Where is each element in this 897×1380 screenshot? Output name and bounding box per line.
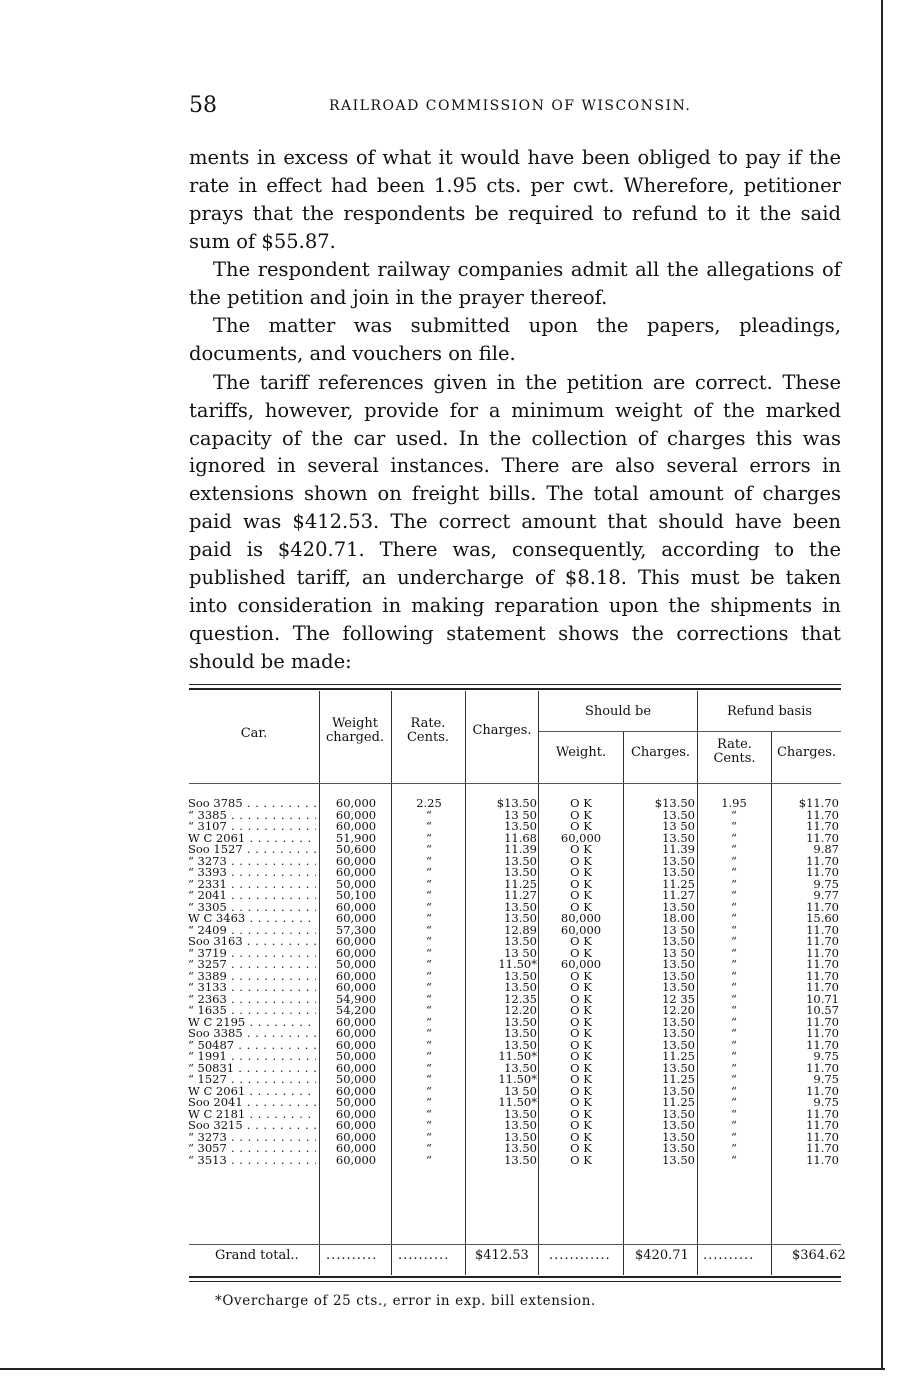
cell-rate: “ — [426, 819, 432, 833]
cell-should-weight: O K — [570, 807, 592, 822]
cell-refund-charges: 11.70 — [806, 945, 839, 960]
cell-charges: 13.50 — [504, 1152, 537, 1167]
cell-should-weight: O K — [570, 934, 592, 948]
cell-weight-charged: 50,000 — [335, 1072, 377, 1086]
running-head: RAILROAD COMMISSION OF WISCONSIN. — [329, 98, 692, 114]
cell-should-charges: 13.50 — [662, 830, 695, 845]
cell-charges: 13.50 — [504, 980, 537, 994]
cell-should-weight: O K — [570, 819, 592, 833]
cell-charges: 11.25 — [504, 876, 537, 891]
cell-should-weight: O K — [570, 888, 592, 902]
cell-car: “ 2363 . . . — [188, 994, 316, 1006]
cell-should-weight: O K — [570, 980, 592, 994]
cell-refund-charges: $11.70 — [798, 796, 839, 810]
cell-refund-rate: “ — [731, 888, 737, 902]
cell-rate: “ — [426, 1049, 432, 1063]
cell-car: “ 2331 . . . — [188, 879, 316, 891]
totals-charges: $412.53 — [475, 1248, 529, 1263]
cell-weight-charged: 50,600 — [335, 842, 377, 856]
cell-should-charges: 11.27 — [662, 888, 695, 902]
cell-weight-charged: 60,000 — [335, 934, 377, 948]
cell-refund-rate: “ — [731, 1129, 737, 1144]
cell-refund-charges: 11.70 — [806, 934, 839, 948]
cell-refund-rate: 1.95 — [721, 796, 747, 810]
cell-charges: 13.50 — [504, 1014, 537, 1029]
cell-should-charges: 11.25 — [662, 1095, 695, 1109]
header-should-weight: Weight. — [555, 745, 607, 760]
cell-weight-charged: 60,000 — [335, 1083, 377, 1098]
cell-rate: “ — [426, 842, 432, 856]
cell-refund-rate: “ — [731, 1060, 737, 1075]
header-should-charges: Charges. — [630, 745, 691, 760]
cell-car: “ 50487 . . . — [188, 1040, 316, 1052]
cell-car: W C 3463 . . . — [188, 913, 316, 925]
cell-should-charges: 13.50 — [662, 1037, 695, 1052]
cell-should-charges: 13.50 — [662, 807, 695, 822]
cell-charges: 12.89 — [504, 922, 537, 937]
cell-weight-charged: 60,000 — [335, 1026, 377, 1040]
cell-car: W C 2181 . . . — [188, 1109, 316, 1121]
page-header — [189, 93, 841, 121]
cell-charges: 13.50 — [504, 865, 537, 879]
cell-refund-charges: 9.75 — [813, 1072, 839, 1086]
cell-refund-rate: “ — [731, 1049, 737, 1063]
cell-should-weight: O K — [570, 1118, 592, 1132]
header-refund-charges: Charges. — [776, 745, 837, 760]
cell-car: “ 1635 . . . — [188, 1005, 316, 1017]
cell-weight-charged: 50,100 — [335, 888, 377, 902]
cell-car: “ 1527 . . . — [188, 1074, 316, 1086]
cell-weight-charged: 50,000 — [335, 876, 377, 891]
cell-rate: “ — [426, 991, 432, 1006]
cell-rate: “ — [426, 922, 432, 937]
cell-refund-rate: “ — [731, 1037, 737, 1052]
cell-charges: 12.35 — [504, 991, 537, 1006]
cell-rate: “ — [426, 888, 432, 902]
cell-rate: “ — [426, 968, 432, 983]
cell-should-weight: O K — [570, 796, 592, 810]
cell-charges: 13.50 — [504, 1129, 537, 1144]
cell-charges: $13.50 — [496, 796, 537, 810]
cell-refund-rate: “ — [731, 830, 737, 845]
header-should-be: Should be — [584, 704, 652, 719]
cell-charges: 13.50 — [504, 1026, 537, 1040]
table-top-rule — [189, 684, 841, 685]
cell-rate: “ — [426, 1106, 432, 1121]
cell-rate: “ — [426, 1060, 432, 1075]
header-charges: Charges. — [472, 723, 532, 738]
cell-should-charges: 11.25 — [662, 1072, 695, 1086]
refund-table — [188, 691, 846, 1275]
cell-should-charges: 11.39 — [662, 842, 695, 856]
cell-car: “ 3393 . . . — [188, 867, 316, 879]
cell-car: “ 3257 . . . — [188, 959, 316, 971]
cell-refund-rate: “ — [731, 934, 737, 948]
cell-refund-charges: 11.70 — [806, 1129, 839, 1144]
cell-weight-charged: 60,000 — [335, 865, 377, 879]
cell-charges: 13 50 — [504, 1083, 537, 1098]
cell-rate: “ — [426, 807, 432, 822]
cell-refund-charges: 11.70 — [806, 1026, 839, 1040]
cell-rate: “ — [426, 1129, 432, 1144]
cell-weight-charged: 60,000 — [335, 853, 377, 868]
cell-refund-charges: 11.70 — [806, 807, 839, 822]
cell-weight-charged: 60,000 — [335, 796, 377, 810]
cell-charges: 13.50 — [504, 853, 537, 868]
cell-refund-rate: “ — [731, 957, 737, 971]
cell-rate: “ — [426, 1003, 432, 1017]
cell-refund-rate: “ — [731, 1083, 737, 1098]
cell-rate: “ — [426, 911, 432, 925]
cell-should-weight: O K — [570, 1141, 592, 1155]
cell-rate: “ — [426, 1095, 432, 1109]
cell-should-weight: O K — [570, 899, 592, 914]
cell-refund-rate: “ — [731, 853, 737, 868]
cell-should-weight: O K — [570, 945, 592, 960]
cell-refund-rate: “ — [731, 1014, 737, 1029]
cell-should-charges: 13.50 — [662, 1129, 695, 1144]
cell-refund-charges: 9.75 — [813, 1095, 839, 1109]
cell-car: “ 3133 . . . — [188, 982, 316, 994]
cell-rate: “ — [426, 1083, 432, 1098]
cell-weight-charged: 60,000 — [335, 899, 377, 914]
cell-rate: “ — [426, 865, 432, 879]
cell-car: W C 2061 . . . — [188, 1086, 316, 1098]
totals-should-charges: $420.71 — [635, 1248, 689, 1263]
cell-refund-charges: 11.70 — [806, 1152, 839, 1167]
cell-rate: “ — [426, 1026, 432, 1040]
table-row — [188, 1152, 841, 1167]
cell-refund-charges: 11.70 — [806, 899, 839, 914]
cell-weight-charged: 50,000 — [335, 1049, 377, 1063]
cell-should-charges: 13.50 — [662, 1014, 695, 1029]
cell-should-weight: 60,000 — [560, 957, 602, 971]
cell-refund-charges: 9.75 — [813, 1049, 839, 1063]
cell-car: “ 3273 . . . — [188, 1132, 316, 1144]
totals-dots: .......... — [326, 1248, 378, 1263]
cell-refund-charges: 11.70 — [806, 830, 839, 845]
cell-refund-charges: 11.70 — [806, 1083, 839, 1098]
cell-should-weight: O K — [570, 1072, 592, 1086]
cell-should-weight: O K — [570, 876, 592, 891]
totals-dots: .......... — [703, 1248, 755, 1263]
cell-should-charges: 13.50 — [662, 1026, 695, 1040]
cell-should-charges: 13.50 — [662, 980, 695, 994]
cell-charges: 11.50* — [498, 1095, 537, 1109]
cell-refund-rate: “ — [731, 1152, 737, 1167]
totals-dots: ............ — [549, 1248, 611, 1263]
cell-charges: 11.50* — [498, 1049, 537, 1063]
cell-refund-rate: “ — [731, 945, 737, 960]
cell-weight-charged: 60,000 — [335, 1129, 377, 1144]
cell-should-weight: O K — [570, 1083, 592, 1098]
cell-rate: 2.25 — [416, 796, 442, 810]
header-rate-cents: Rate. Cents. — [406, 716, 450, 745]
cell-should-weight: O K — [570, 968, 592, 983]
body-text — [189, 144, 841, 676]
cell-car: “ 1991 . . . — [188, 1051, 316, 1063]
cell-charges: 12.20 — [504, 1003, 537, 1017]
footnote: *Overcharge of 25 cts., error in exp. bill extension. — [215, 1293, 596, 1309]
cell-refund-charges: 11.70 — [806, 1014, 839, 1029]
cell-should-charges: 13.50 — [662, 957, 695, 971]
cell-refund-rate: “ — [731, 899, 737, 914]
cell-refund-charges: 9.87 — [813, 842, 839, 856]
cell-should-weight: O K — [570, 1106, 592, 1121]
cell-refund-charges: 9.75 — [813, 876, 839, 891]
cell-weight-charged: 60,000 — [335, 819, 377, 833]
cell-refund-charges: 11.70 — [806, 1106, 839, 1121]
paragraph-2: The respondent railway companies admit all the allegations of the petition and join in the prayer thereof. — [189, 258, 841, 310]
cell-charges: 11.50* — [498, 957, 537, 971]
totals-row — [189, 1246, 846, 1266]
cell-should-charges: 12.20 — [662, 1003, 695, 1017]
cell-car: “ 3385 . . . — [188, 810, 316, 822]
cell-car: “ 3273 . . . — [188, 856, 316, 868]
cell-rate: “ — [426, 1014, 432, 1029]
cell-car: Soo 3785 . . . — [188, 798, 316, 810]
cell-should-weight: 60,000 — [560, 830, 602, 845]
paragraph-3: The matter was submitted upon the papers, pleadings, documents, and vouchers on file. — [189, 314, 841, 366]
cell-weight-charged: 60,000 — [335, 1106, 377, 1121]
cell-charges: 13.50 — [504, 1060, 537, 1075]
cell-weight-charged: 60,000 — [335, 1060, 377, 1075]
cell-rate: “ — [426, 876, 432, 891]
cell-charges: 13.50 — [504, 934, 537, 948]
cell-should-weight: O K — [570, 853, 592, 868]
cell-should-weight: O K — [570, 1060, 592, 1075]
totals-rule — [189, 1244, 841, 1245]
header-bottom-rule — [189, 783, 841, 784]
cell-should-charges: 13.50 — [662, 934, 695, 948]
cell-should-weight: O K — [570, 842, 592, 856]
cell-should-charges: $13.50 — [654, 796, 695, 810]
paragraph-4: The tariff references given in the petition are correct. These tariffs, however, provide for a minimum weight of the marked capacity of the car used. In the collection of charges this was ignored in several instances. There are also several errors in extensions shown on freight bills. The total amount of charges paid was $412.53. The correct amount that should have been paid is $420.71. There was, consequently, according to the published tariff, an undercharge of $8.18. This must be taken into consideration in making reparation upon the shipments in question. The following statement shows the corrections that should be made: — [189, 370, 841, 673]
cell-car: Soo 1527 . . . — [188, 844, 316, 856]
cell-refund-rate: “ — [731, 980, 737, 994]
cell-weight-charged: 60,000 — [335, 911, 377, 925]
cell-should-charges: 13 50 — [662, 945, 695, 960]
cell-car: W C 2061 . . . — [188, 833, 316, 845]
cell-refund-charges: 15.60 — [806, 911, 839, 925]
cell-charges: 11.68 — [504, 830, 537, 845]
cell-rate: “ — [426, 830, 432, 845]
cell-should-weight: O K — [570, 1129, 592, 1144]
cell-should-charges: 11.25 — [662, 876, 695, 891]
cell-car: “ 3719 . . . — [188, 948, 316, 960]
cell-refund-charges: 11.70 — [806, 922, 839, 937]
cell-car: “ 3305 . . . — [188, 902, 316, 914]
cell-weight-charged: 60,000 — [335, 980, 377, 994]
cell-should-charges: 13.50 — [662, 1083, 695, 1098]
cell-refund-charges: 11.70 — [806, 957, 839, 971]
cell-car: Soo 3385 . . . — [188, 1028, 316, 1040]
cell-charges: 13.50 — [504, 1106, 537, 1121]
cell-refund-charges: 11.70 — [806, 853, 839, 868]
cell-refund-charges: 10.71 — [806, 991, 839, 1006]
cell-should-weight: O K — [570, 1037, 592, 1052]
table-bottom-rule-heavy — [189, 1276, 841, 1278]
cell-charges: 13.50 — [504, 899, 537, 914]
page-edge-bottom — [0, 1368, 885, 1370]
cell-car: “ 3389 . . . — [188, 971, 316, 983]
subheader-rule — [539, 731, 841, 732]
totals-dots: .......... — [398, 1248, 450, 1263]
cell-charges: 11.50* — [498, 1072, 537, 1086]
cell-refund-rate: “ — [731, 1026, 737, 1040]
cell-refund-rate: “ — [731, 1106, 737, 1121]
cell-should-weight: O K — [570, 991, 592, 1006]
cell-refund-charges: 11.70 — [806, 968, 839, 983]
cell-car: “ 3513 . . . — [188, 1155, 316, 1167]
cell-charges: 11.27 — [504, 888, 537, 902]
cell-charges: 13.50 — [504, 1037, 537, 1052]
paragraph-1: ments in excess of what it would have been obliged to pay if the rate in effect had been 1.95 cts. per cwt. Wherefore, petitioner prays that the respondents be required to refund to it the said sum of $55.87. — [189, 146, 841, 253]
header-refund-basis: Refund basis — [726, 704, 813, 719]
cell-rate: “ — [426, 899, 432, 914]
cell-refund-rate: “ — [731, 1141, 737, 1155]
cell-refund-rate: “ — [731, 991, 737, 1006]
cell-car: Soo 2041 . . . — [188, 1097, 316, 1109]
header-weight-charged: Weight charged. — [325, 716, 385, 745]
table-bottom-rule — [189, 1281, 841, 1282]
cell-weight-charged: 54,200 — [335, 1003, 377, 1017]
cell-charges: 13 50 — [504, 945, 537, 960]
cell-rate: “ — [426, 853, 432, 868]
cell-should-charges: 13.50 — [662, 1141, 695, 1155]
header-car: Car. — [240, 726, 268, 741]
cell-should-charges: 13.50 — [662, 1152, 695, 1167]
cell-weight-charged: 54,900 — [335, 991, 377, 1006]
cell-rate: “ — [426, 1072, 432, 1086]
cell-rate: “ — [426, 957, 432, 971]
cell-should-weight: 80,000 — [560, 911, 602, 925]
cell-refund-rate: “ — [731, 968, 737, 983]
cell-refund-rate: “ — [731, 807, 737, 822]
cell-refund-rate: “ — [731, 1003, 737, 1017]
cell-should-weight: 60,000 — [560, 922, 602, 937]
cell-car: Soo 3163 . . . — [188, 936, 316, 948]
cell-weight-charged: 60,000 — [335, 1141, 377, 1155]
cell-should-charges: 13.50 — [662, 899, 695, 914]
cell-rate: “ — [426, 934, 432, 948]
cell-should-charges: 13.50 — [662, 968, 695, 983]
cell-refund-charges: 11.70 — [806, 1037, 839, 1052]
cell-should-charges: 13.50 — [662, 853, 695, 868]
cell-should-charges: 12 35 — [662, 991, 695, 1006]
cell-weight-charged: 60,000 — [335, 1037, 377, 1052]
cell-refund-rate: “ — [731, 865, 737, 879]
cell-charges: 13 50 — [504, 807, 537, 822]
cell-rate: “ — [426, 945, 432, 960]
cell-refund-rate: “ — [731, 876, 737, 891]
cell-refund-charges: 11.70 — [806, 865, 839, 879]
cell-weight-charged: 50,000 — [335, 1095, 377, 1109]
table-top-rule-heavy — [189, 688, 841, 690]
page-number: 58 — [189, 93, 217, 118]
cell-car: “ 2041 . . . — [188, 890, 316, 902]
cell-refund-charges: 11.70 — [806, 980, 839, 994]
cell-weight-charged: 51,900 — [335, 830, 377, 845]
cell-should-charges: 13.50 — [662, 1106, 695, 1121]
cell-refund-charges: 9.77 — [813, 888, 839, 902]
cell-rate: “ — [426, 1141, 432, 1155]
header-refund-rate: Rate. Cents. — [713, 737, 756, 766]
cell-weight-charged: 50,000 — [335, 957, 377, 971]
page-edge-right — [881, 0, 883, 1368]
cell-should-weight: O K — [570, 1152, 592, 1167]
cell-refund-rate: “ — [731, 1072, 737, 1086]
cell-rate: “ — [426, 1118, 432, 1132]
cell-car: “ 3057 . . . — [188, 1143, 316, 1155]
cell-charges: 13.50 — [504, 968, 537, 983]
cell-refund-charges: 11.70 — [806, 1060, 839, 1075]
cell-should-weight: O K — [570, 1095, 592, 1109]
cell-charges: 13.50 — [504, 1118, 537, 1132]
cell-weight-charged: 60,000 — [335, 807, 377, 822]
cell-should-charges: 13.50 — [662, 1060, 695, 1075]
cell-weight-charged: 60,000 — [335, 968, 377, 983]
cell-weight-charged: 60,000 — [335, 1118, 377, 1132]
cell-charges: 13.50 — [504, 911, 537, 925]
cell-car: Soo 3215 . . . — [188, 1120, 316, 1132]
cell-charges: 11.39 — [504, 842, 537, 856]
cell-should-weight: O K — [570, 1026, 592, 1040]
cell-should-weight: O K — [570, 1014, 592, 1029]
cell-should-weight: O K — [570, 865, 592, 879]
cell-refund-charges: 11.70 — [806, 1141, 839, 1155]
cell-should-charges: 13 50 — [662, 819, 695, 833]
cell-refund-rate: “ — [731, 922, 737, 937]
cell-car: W C 2195 . . . — [188, 1017, 316, 1029]
cell-rate: “ — [426, 980, 432, 994]
cell-charges: 13.50 — [504, 1141, 537, 1155]
cell-charges: 13.50 — [504, 819, 537, 833]
cell-refund-charges: 11.70 — [806, 819, 839, 833]
cell-refund-rate: “ — [731, 842, 737, 856]
cell-should-charges: 13.50 — [662, 1118, 695, 1132]
cell-refund-charges: 11.70 — [806, 1118, 839, 1132]
cell-car: “ 50831 . . . — [188, 1063, 316, 1075]
cell-weight-charged: 57,300 — [335, 922, 377, 937]
cell-rate: “ — [426, 1152, 432, 1167]
cell-should-charges: 13 50 — [662, 922, 695, 937]
cell-refund-rate: “ — [731, 911, 737, 925]
cell-refund-rate: “ — [731, 819, 737, 833]
cell-should-weight: O K — [570, 1003, 592, 1017]
cell-rate: “ — [426, 1037, 432, 1052]
cell-should-charges: 18.00 — [662, 911, 695, 925]
cell-refund-rate: “ — [731, 1118, 737, 1132]
cell-should-charges: 11.25 — [662, 1049, 695, 1063]
table-body — [189, 798, 841, 1166]
totals-label: Grand total.. — [215, 1248, 299, 1263]
cell-weight-charged: 60,000 — [335, 1152, 377, 1167]
cell-car: “ 3107 . . . — [188, 821, 316, 833]
totals-refund-charges: $364.62 — [792, 1248, 846, 1263]
cell-refund-rate: “ — [731, 1095, 737, 1109]
cell-weight-charged: 60,000 — [335, 1014, 377, 1029]
cell-weight-charged: 60,000 — [335, 945, 377, 960]
cell-car: “ 2409 . . . — [188, 925, 316, 937]
cell-should-charges: 13.50 — [662, 865, 695, 879]
cell-refund-charges: 10.57 — [806, 1003, 839, 1017]
cell-should-weight: O K — [570, 1049, 592, 1063]
